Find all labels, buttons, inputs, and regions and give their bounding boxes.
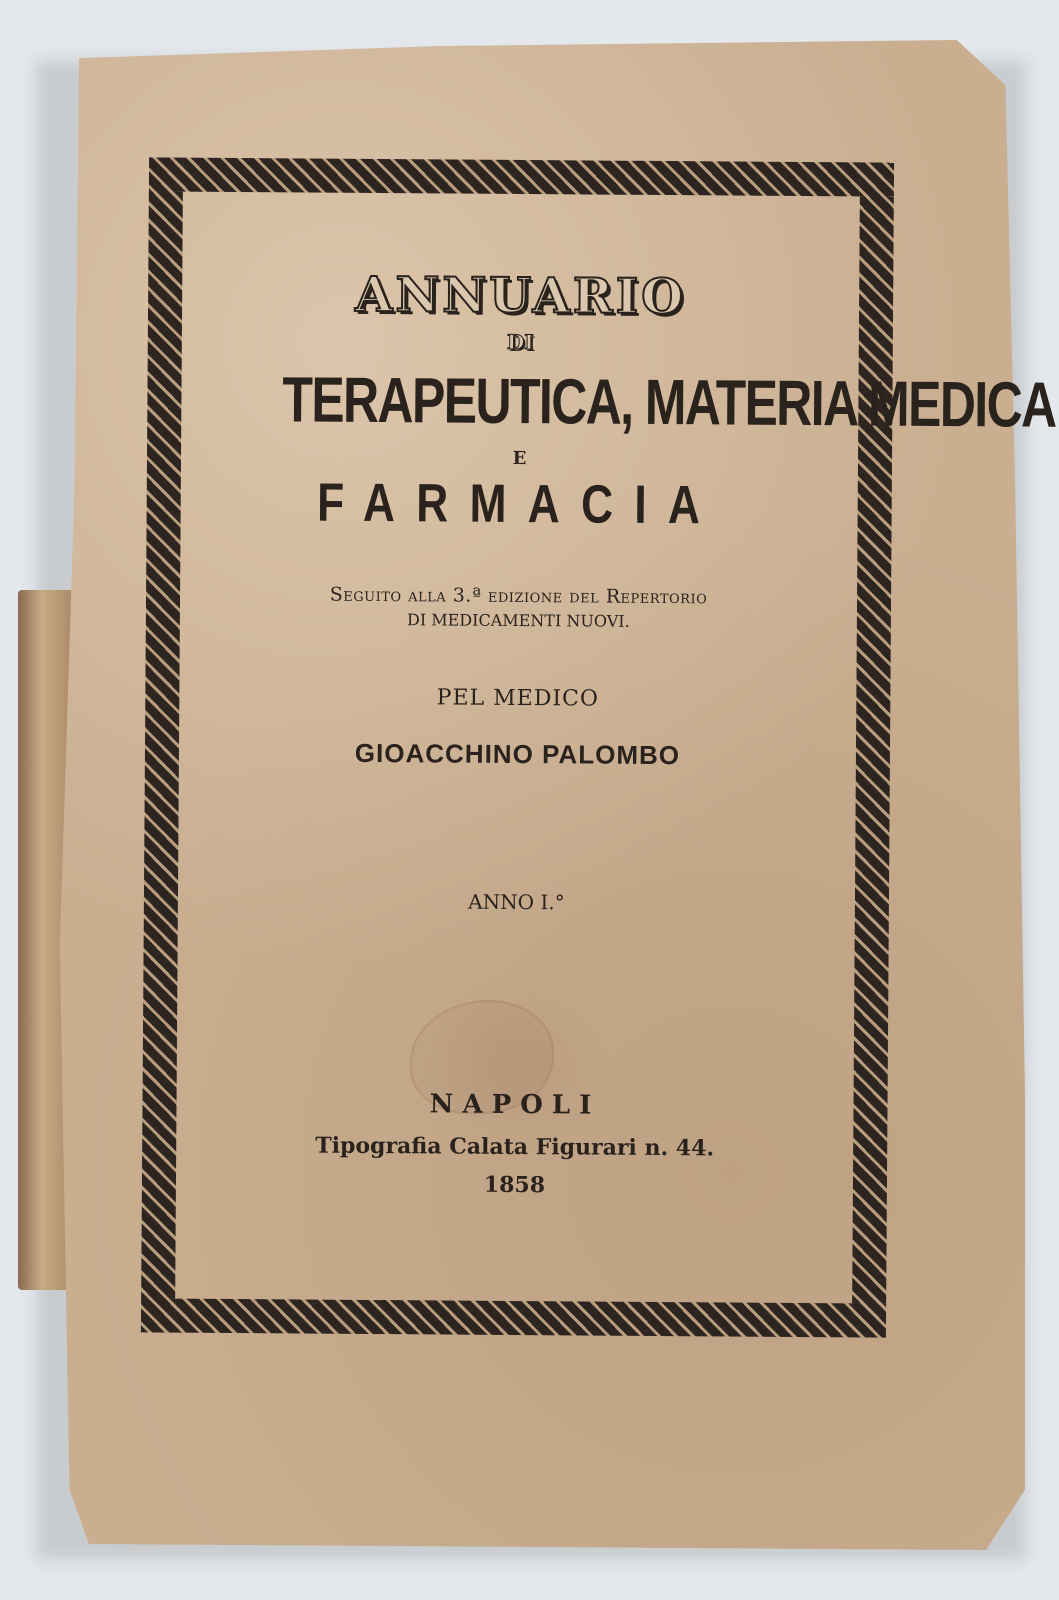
title-farmacia: FARMACIA [316,472,722,536]
author-intro: PEL MEDICO [436,685,600,712]
printer-name: Tipografia Calata Figurari n. 44. [315,1132,715,1162]
title-annuario: ANNUARIO [355,266,687,326]
title-di: DI [506,329,534,355]
title-e: E [512,447,527,470]
title-main: TERAPEUTICA, MATERIA MEDICA [282,363,1056,441]
publication-city: NAPOLI [429,1089,601,1121]
title-page-content [209,226,1056,1269]
volume-label: ANNO I.° [468,889,565,915]
subtitle-line2: DI MEDICAMENTI NUOVI. [406,610,630,631]
author-name: GIOACCHINO PALOMBO [354,737,681,771]
ornamental-border [141,157,1056,1337]
subtitle-line1: Seguito alla 3.ª edizione del Repertorio [329,583,708,609]
publication-year: 1858 [483,1171,546,1199]
